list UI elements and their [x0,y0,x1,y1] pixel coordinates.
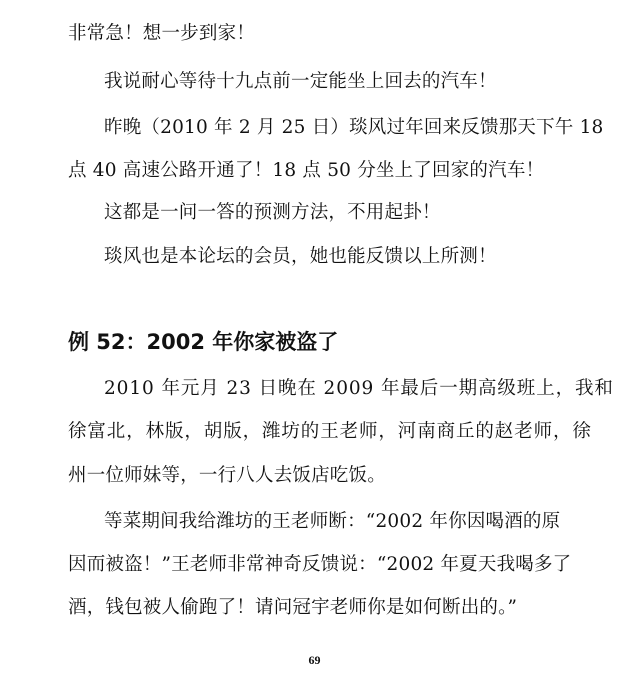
text-line: 徐富北，林版，胡版，潍坊的王老师，河南商丘的赵老师，徐 [68,421,592,442]
text-line: 等菜期间我给潍坊的王老师断：“2002 年你因喝酒的原 [104,511,561,532]
text-line: 因而被盗！”王老师非常神奇反馈说：“2002 年夏天我喝多了 [68,554,572,575]
section-heading: 例 52：2002 年你家被盗了 [68,330,339,354]
page-number: 69 [308,653,321,667]
text-line: 琰风也是本论坛的会员，她也能反馈以上所测！ [104,246,497,267]
text-line: 非常急！想一步到家！ [68,23,256,44]
text-line: 州一位师妹等，一行八人去饭店吃饭。 [68,465,386,486]
text-line: 点 40 高速公路开通了！18 点 50 分坐上了回家的汽车！ [68,160,545,181]
text-line: 我说耐心等待十九点前一定能坐上回去的汽车！ [104,71,497,92]
text-line: 2010 年元月 23 日晚在 2009 年最后一期高级班上，我和 [104,378,614,399]
text-line: 酒，钱包被人偷跑了！请问冠宇老师你是如何断出的。” [68,597,518,618]
text-line: 昨晚（2010 年 2 月 25 日）琰风过年回来反馈那天下午 18 [104,117,604,138]
text-line: 这都是一问一答的预测方法，不用起卦！ [104,202,441,223]
